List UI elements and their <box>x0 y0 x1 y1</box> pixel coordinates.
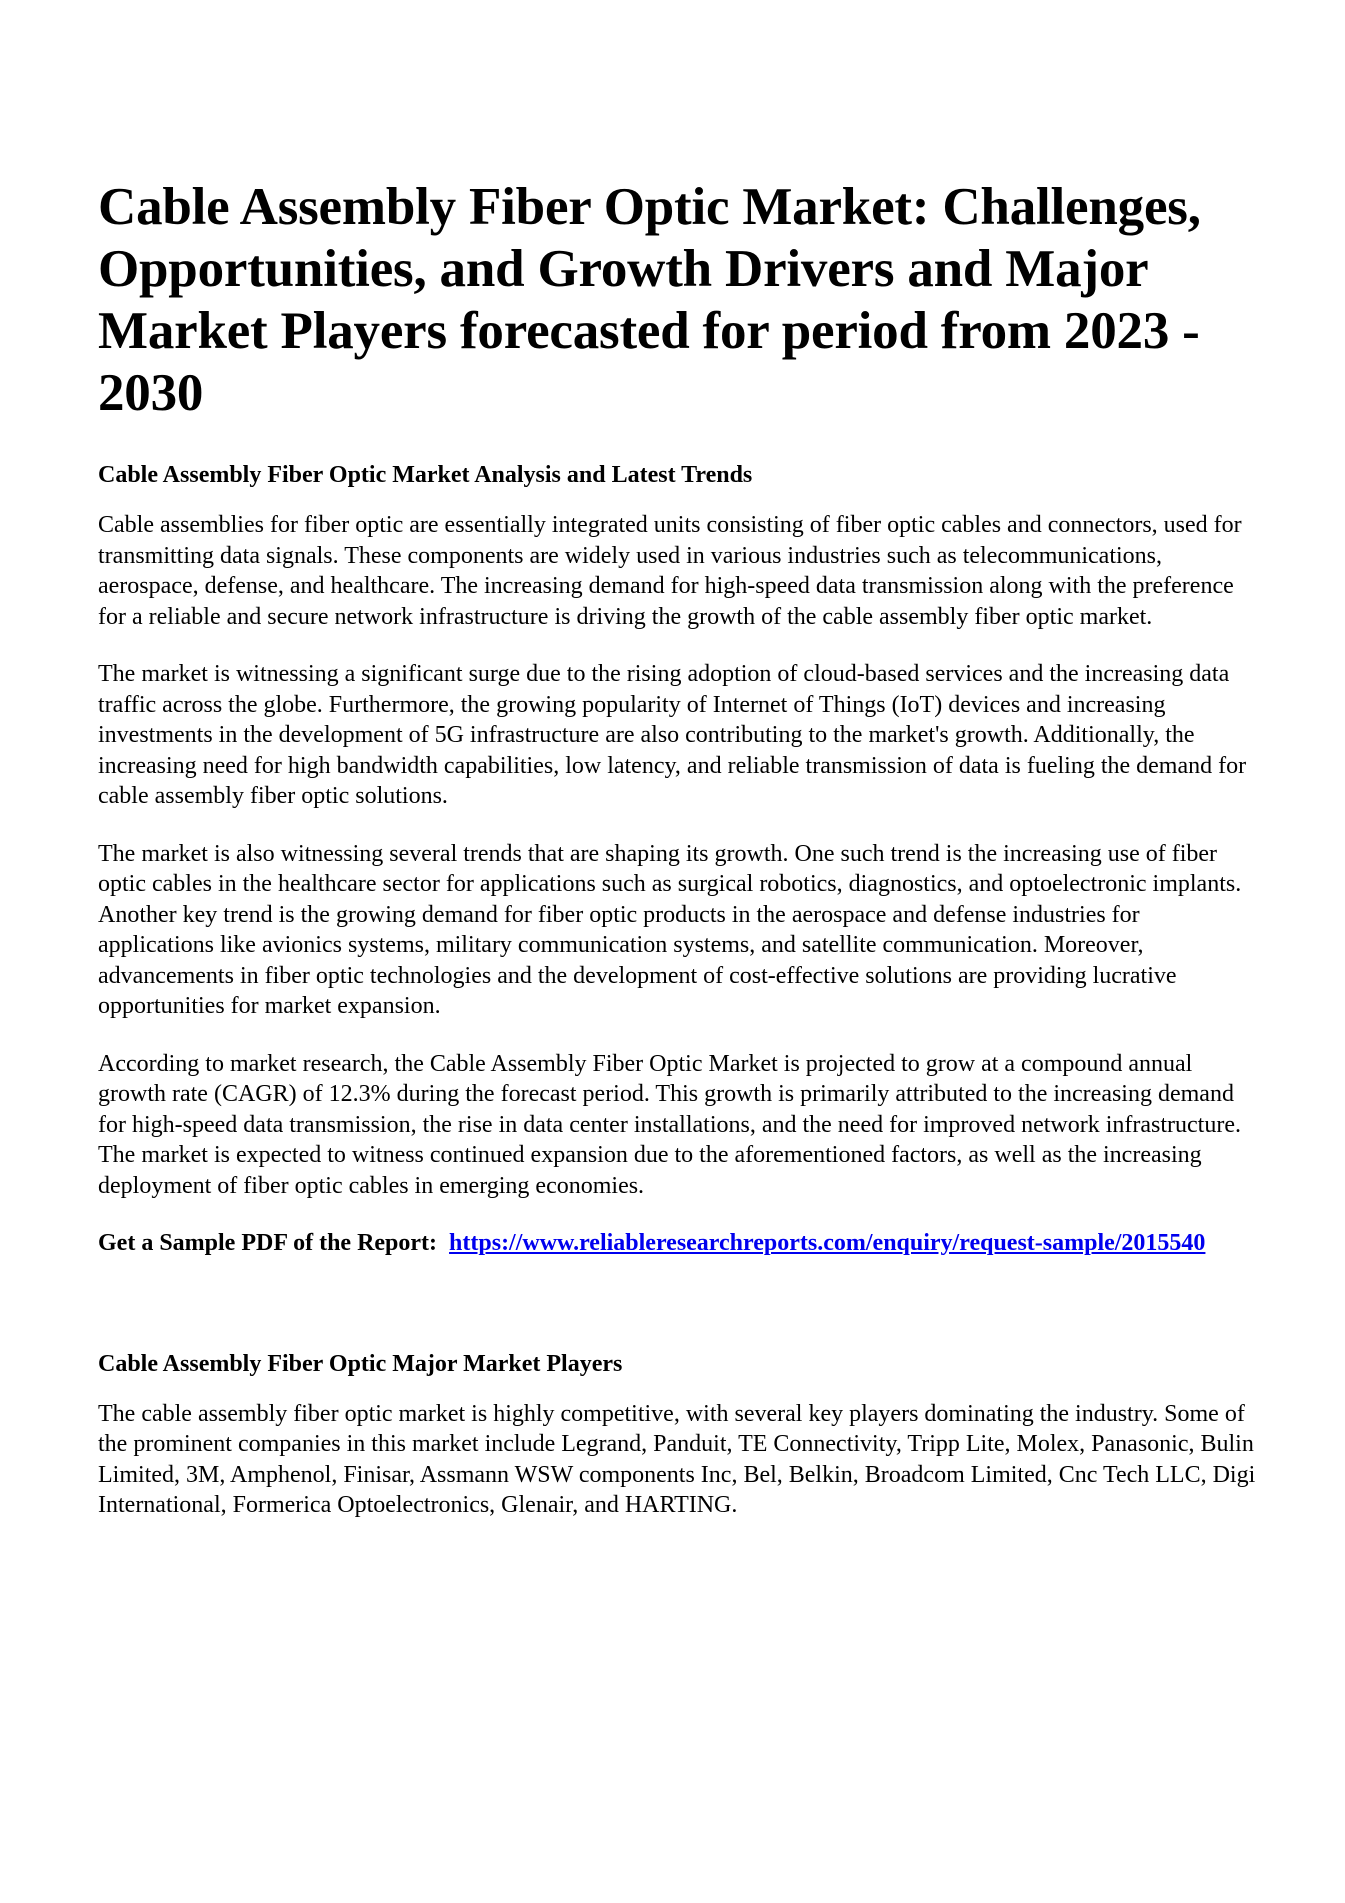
section-heading-analysis: Cable Assembly Fiber Optic Market Analysis and Latest Trends <box>98 462 753 488</box>
paragraph: The market is witnessing a significant surge due to the rising adoption of cloud-based services and the increasing data traffic across the globe. Furthermore, the growing popularity of Internet of Things (IoT) devices and increasing investments in the development of 5G infrastructure are also contributing to the market's growth. Additionally, the increasing need for high bandwidth capabilities, low latency, and reliable transmission of data is fueling the demand for cable assembly fiber optic solutions. <box>98 661 1247 809</box>
paragraph: Cable assemblies for fiber optic are essentially integrated units consisting of fiber optic cables and connectors, used for transmitting data signals. These components are widely used in various industries such as telecommunications, aerospace, defense, and healthcare. The increasing demand for high-speed data transmission along with the preference for a reliable and secure network infrastructure is driving the growth of the cable assembly fiber optic market. <box>98 512 1242 630</box>
paragraph: The market is also witnessing several trends that are shaping its growth. One such trend is the increasing use of fiber optic cables in the healthcare sector for applications such as surgical robotics, diagnostics, and optoelectronic implants. Another key trend is the growing demand for fiber optic products in the aerospace and defense industries for applications like avionics systems, military communication systems, and satellite communication. Moreover, advancements in fiber optic technologies and the development of cost-effective solutions are providing lucrative opportunities for market expansion. <box>98 840 1242 1019</box>
sample-pdf-callout <box>98 1228 1258 1259</box>
sample-pdf-link[interactable]: https://www.reliableresearchreports.com/enquiry/request-sample/2015540 <box>449 1230 1206 1256</box>
sample-pdf-label: Get a Sample PDF of the Report: <box>98 1230 438 1256</box>
document-title: Cable Assembly Fiber Optic Market: Challenges, Opportunities, and Growth Drivers and Major Market Players forecasted for period from 2023 - 2030 <box>98 178 1201 422</box>
section-heading-players: Cable Assembly Fiber Optic Major Market Players <box>98 1350 623 1377</box>
paragraph: According to market research, the Cable Assembly Fiber Optic Market is projected to grow at a compound annual growth rate (CAGR) of 12.3% during the forecast period. This growth is primarily attributed to the increasing demand for high-speed data transmission, the rise in data center installations, and the need for improved network infrastructure. The market is expected to witness continued expansion due to the aforementioned factors, as well as the increasing deployment of fiber optic cables in emerging economies. <box>98 1050 1241 1199</box>
paragraph: The cable assembly fiber optic market is highly competitive, with several key players dominating the industry. Some of the prominent companies in this market include Legrand, Panduit, TE Connectivity, Tripp Lite, Molex, Panasonic, Bulin Limited, 3M, Amphenol, Finisar, Assmann WSW components Inc, Bel, Belkin, Broadcom Limited, Cnc Tech LLC, Digi International, Formerica Optoelectronics, Glenair, and HARTING. <box>98 1400 1256 1518</box>
document-page <box>98 176 1258 1548</box>
